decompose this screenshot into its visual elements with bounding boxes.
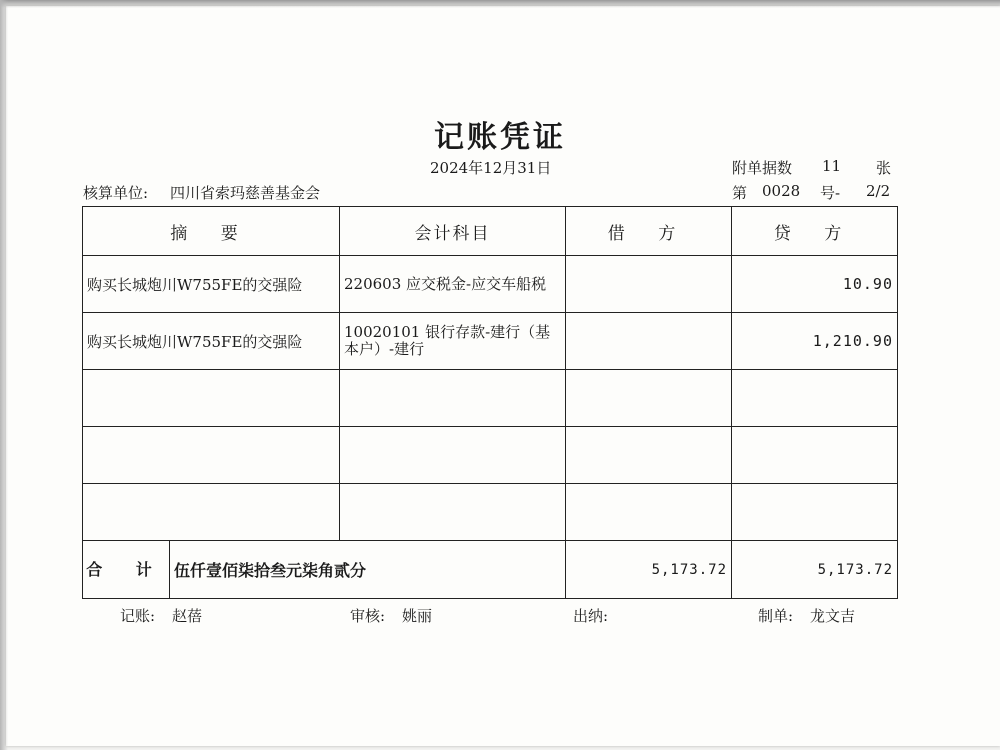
table-row <box>83 256 898 313</box>
total-label: 合 计 <box>83 541 170 598</box>
voucher-table <box>82 206 898 599</box>
voucher-no-number: 0028 <box>762 182 801 200</box>
total-debit: 5,173.72 <box>566 541 732 599</box>
accounting-unit-name: 四川省索玛慈善基金会 <box>170 184 321 202</box>
voucher-no-suffix: 号- <box>820 184 841 202</box>
header-row <box>83 207 898 256</box>
preparer-label: 制单: <box>758 607 794 625</box>
row-account: 10020101 银行存款-建行（基本户）-建行 <box>340 313 566 370</box>
col-summary: 摘 要 <box>83 207 340 256</box>
empty-row <box>83 370 898 427</box>
total-credit: 5,173.72 <box>732 541 898 599</box>
voucher-no-prefix: 第 <box>732 184 748 202</box>
attachments-count: 11 <box>822 157 842 175</box>
empty-row <box>83 484 898 541</box>
cashier-label: 出纳: <box>573 607 609 625</box>
total-amount-words: 伍仟壹佰柒拾叁元柒角贰分 <box>174 561 367 580</box>
voucher-title: 记账凭证 <box>434 120 566 155</box>
bookkeeper-label: 记账: <box>120 607 156 625</box>
row-account: 220603 应交税金-应交车船税 <box>340 256 566 313</box>
voucher-date: 2024年12月31日 <box>430 159 552 177</box>
empty-row <box>83 427 898 484</box>
scan-edge-top <box>0 0 1000 8</box>
bookkeeper-name: 赵蓓 <box>172 607 203 625</box>
row-summary: 购买长城炮川W755FE的交强险 <box>83 313 340 370</box>
row-debit <box>566 313 732 370</box>
total-cell <box>83 541 566 599</box>
row-credit: 10.90 <box>732 256 898 313</box>
total-row <box>83 541 898 599</box>
col-credit: 贷 方 <box>732 207 898 256</box>
row-summary: 购买长城炮川W755FE的交强险 <box>83 256 340 313</box>
preparer-name: 龙文吉 <box>810 607 856 625</box>
table-row <box>83 313 898 370</box>
voucher-page: 2/2 <box>866 182 891 200</box>
col-debit: 借 方 <box>566 207 732 256</box>
row-credit: 1,210.90 <box>732 313 898 370</box>
attachments-label: 附单据数 <box>732 159 793 177</box>
reviewer-label: 审核: <box>350 607 386 625</box>
row-debit <box>566 256 732 313</box>
col-account: 会计科目 <box>340 207 566 256</box>
accounting-unit-label: 核算单位: <box>83 184 149 202</box>
attachments-unit: 张 <box>876 159 892 177</box>
reviewer-name: 姚丽 <box>402 607 433 625</box>
